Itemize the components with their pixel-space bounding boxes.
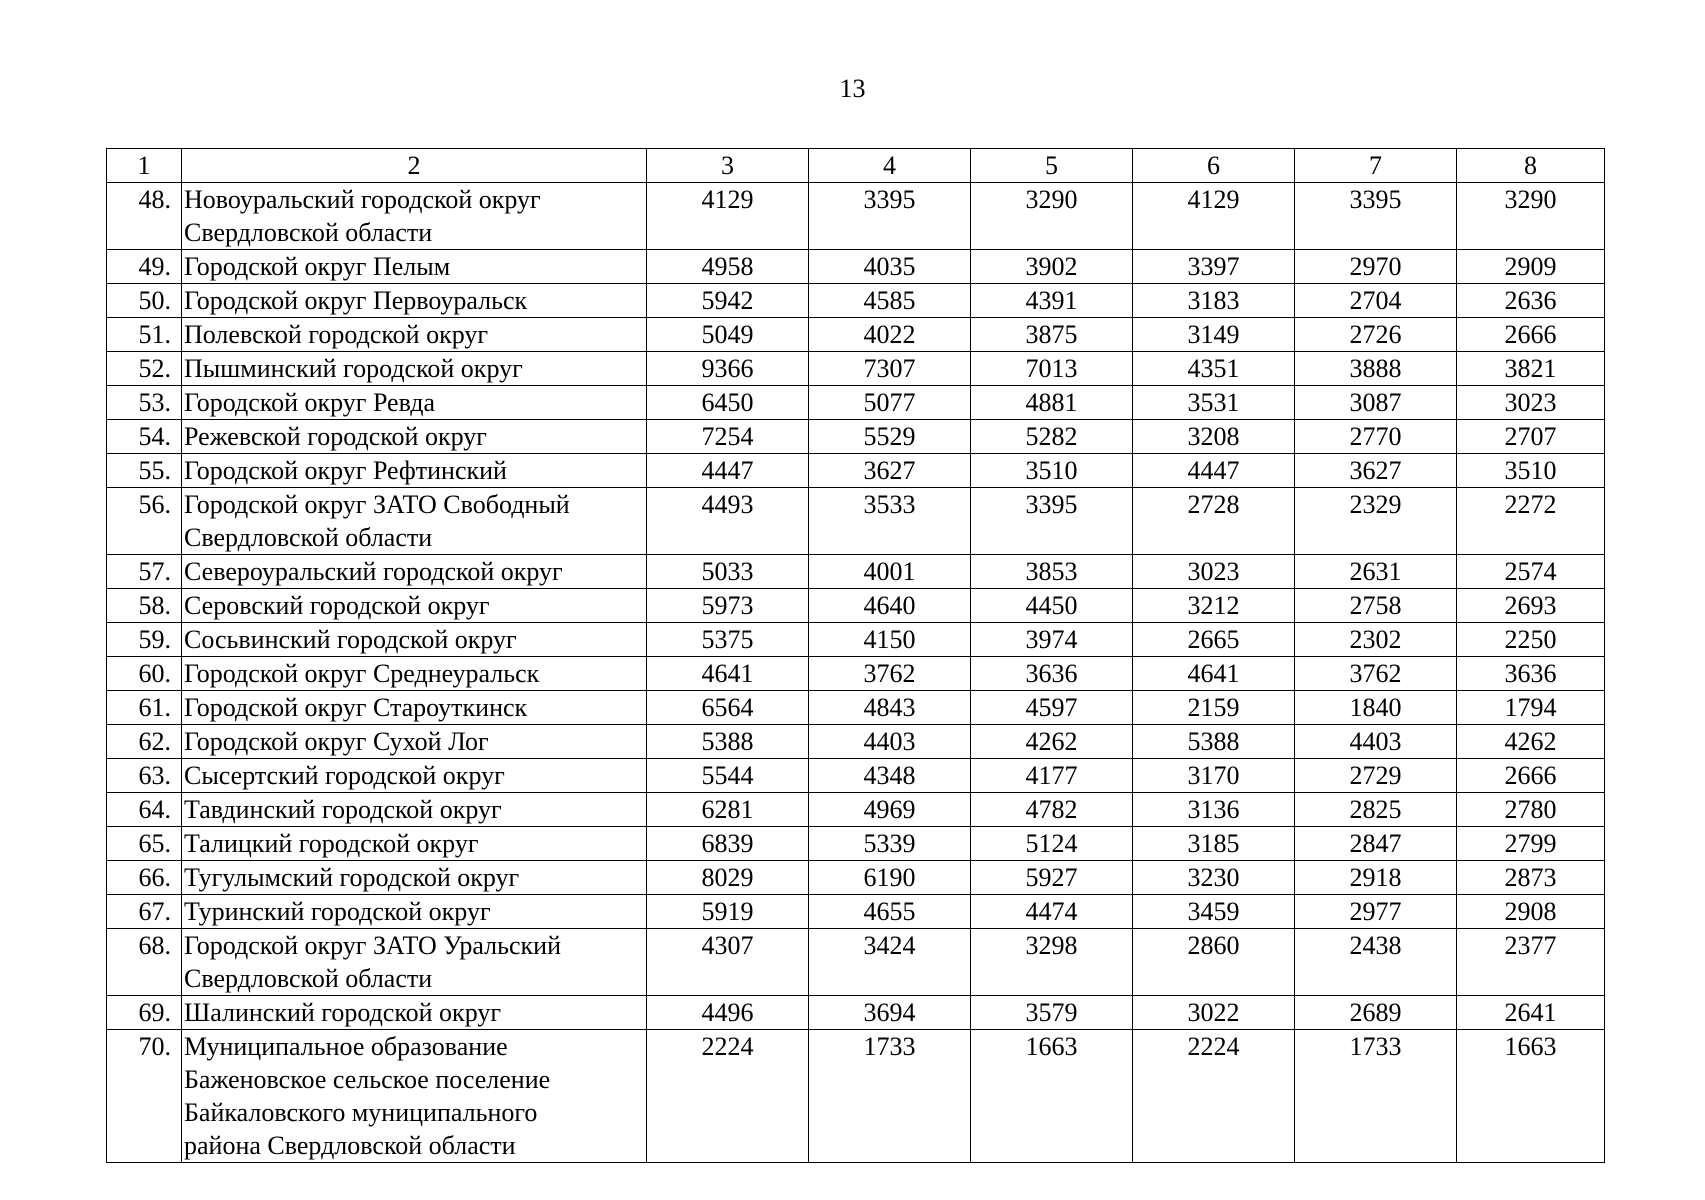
value-cell: 4655 bbox=[809, 895, 971, 929]
municipality-name-line: Сосьвинский городской округ bbox=[184, 625, 517, 654]
value-cell: 4403 bbox=[1295, 725, 1457, 759]
value-cell: 3762 bbox=[1295, 657, 1457, 691]
value-cell: 4496 bbox=[647, 996, 809, 1030]
value-cell: 8029 bbox=[647, 861, 809, 895]
value-cell: 3902 bbox=[971, 250, 1133, 284]
value-cell: 3230 bbox=[1133, 861, 1295, 895]
value-cell: 4843 bbox=[809, 691, 971, 725]
table-row bbox=[107, 759, 1605, 793]
municipality-name-line: Городской округ Староуткинск bbox=[184, 693, 528, 722]
value-cell: 3022 bbox=[1133, 996, 1295, 1030]
row-number: 60. bbox=[107, 657, 182, 691]
municipality-name-line: Городской округ Среднеуральск bbox=[184, 659, 540, 688]
municipality-name-line: Городской округ Рефтинский bbox=[184, 456, 507, 485]
row-number: 67. bbox=[107, 895, 182, 929]
municipality-name bbox=[182, 386, 647, 420]
value-cell: 4782 bbox=[971, 793, 1133, 827]
table-row bbox=[107, 589, 1605, 623]
value-cell: 2909 bbox=[1457, 250, 1605, 284]
municipality-name-line: Городской округ Сухой Лог bbox=[184, 727, 489, 756]
value-cell: 3290 bbox=[1457, 183, 1605, 250]
value-cell: 2693 bbox=[1457, 589, 1605, 623]
municipality-name-line: Городской округ ЗАТО Свободный bbox=[184, 490, 570, 519]
municipality-name bbox=[182, 929, 647, 996]
table-row bbox=[107, 657, 1605, 691]
value-cell: 3208 bbox=[1133, 420, 1295, 454]
value-cell: 2641 bbox=[1457, 996, 1605, 1030]
value-cell: 3212 bbox=[1133, 589, 1295, 623]
value-cell: 4447 bbox=[1133, 454, 1295, 488]
value-cell: 2847 bbox=[1295, 827, 1457, 861]
value-cell: 2704 bbox=[1295, 284, 1457, 318]
value-cell: 4001 bbox=[809, 555, 971, 589]
value-cell: 5529 bbox=[809, 420, 971, 454]
municipality-name bbox=[182, 250, 647, 284]
value-cell: 4150 bbox=[809, 623, 971, 657]
data-table bbox=[106, 148, 1605, 1163]
value-cell: 2977 bbox=[1295, 895, 1457, 929]
value-cell: 2770 bbox=[1295, 420, 1457, 454]
value-cell: 6190 bbox=[809, 861, 971, 895]
value-cell: 3185 bbox=[1133, 827, 1295, 861]
municipality-name-line: Городской округ ЗАТО Уральский bbox=[184, 931, 561, 960]
table-row bbox=[107, 623, 1605, 657]
row-number: 61. bbox=[107, 691, 182, 725]
municipality-name-line: Байкаловского муниципального bbox=[184, 1098, 538, 1127]
municipality-name-line: Новоуральский городской округ bbox=[184, 185, 541, 214]
municipality-name-line: Городской округ Ревда bbox=[184, 388, 435, 417]
row-number: 66. bbox=[107, 861, 182, 895]
value-cell: 3875 bbox=[971, 318, 1133, 352]
table-row bbox=[107, 250, 1605, 284]
value-cell: 3183 bbox=[1133, 284, 1295, 318]
row-number: 70. bbox=[107, 1030, 182, 1163]
value-cell: 5339 bbox=[809, 827, 971, 861]
municipality-name-line: Североуральский городской округ bbox=[184, 557, 563, 586]
value-cell: 3853 bbox=[971, 555, 1133, 589]
value-cell: 2574 bbox=[1457, 555, 1605, 589]
row-number: 69. bbox=[107, 996, 182, 1030]
municipality-name bbox=[182, 691, 647, 725]
municipality-name-line: Городской округ Первоуральск bbox=[184, 286, 528, 315]
municipality-name bbox=[182, 352, 647, 386]
row-number: 53. bbox=[107, 386, 182, 420]
municipality-name-line: Режевской городской округ bbox=[184, 422, 487, 451]
row-number: 56. bbox=[107, 488, 182, 555]
value-cell: 3023 bbox=[1457, 386, 1605, 420]
value-cell: 2799 bbox=[1457, 827, 1605, 861]
table-row bbox=[107, 691, 1605, 725]
municipality-name bbox=[182, 454, 647, 488]
value-cell: 3531 bbox=[1133, 386, 1295, 420]
header-cell: 5 bbox=[971, 149, 1133, 183]
municipality-name-line: Свердловской области bbox=[184, 218, 433, 247]
value-cell: 4881 bbox=[971, 386, 1133, 420]
value-cell: 3395 bbox=[1295, 183, 1457, 250]
value-cell: 2224 bbox=[647, 1030, 809, 1163]
value-cell: 5077 bbox=[809, 386, 971, 420]
table-row bbox=[107, 861, 1605, 895]
table-row bbox=[107, 929, 1605, 996]
municipality-name-line: Тугулымский городской округ bbox=[184, 863, 520, 892]
value-cell: 2780 bbox=[1457, 793, 1605, 827]
value-cell: 1733 bbox=[1295, 1030, 1457, 1163]
value-cell: 4450 bbox=[971, 589, 1133, 623]
header-cell: 2 bbox=[182, 149, 647, 183]
value-cell: 3395 bbox=[809, 183, 971, 250]
row-number: 57. bbox=[107, 555, 182, 589]
municipality-name bbox=[182, 657, 647, 691]
value-cell: 2707 bbox=[1457, 420, 1605, 454]
table-row bbox=[107, 284, 1605, 318]
value-cell: 2631 bbox=[1295, 555, 1457, 589]
value-cell: 4307 bbox=[647, 929, 809, 996]
value-cell: 5375 bbox=[647, 623, 809, 657]
value-cell: 2758 bbox=[1295, 589, 1457, 623]
value-cell: 3395 bbox=[971, 488, 1133, 555]
header-cell: 1 bbox=[107, 149, 182, 183]
value-cell: 5033 bbox=[647, 555, 809, 589]
municipality-name bbox=[182, 1030, 647, 1163]
municipality-name-line: Туринский городской округ bbox=[184, 897, 491, 926]
municipality-name-line: Баженовское сельское поселение bbox=[184, 1065, 551, 1094]
municipality-name bbox=[182, 759, 647, 793]
row-number: 63. bbox=[107, 759, 182, 793]
value-cell: 4641 bbox=[1133, 657, 1295, 691]
value-cell: 4262 bbox=[1457, 725, 1605, 759]
value-cell: 4403 bbox=[809, 725, 971, 759]
value-cell: 3762 bbox=[809, 657, 971, 691]
municipality-name bbox=[182, 861, 647, 895]
value-cell: 4585 bbox=[809, 284, 971, 318]
value-cell: 3424 bbox=[809, 929, 971, 996]
value-cell: 1663 bbox=[1457, 1030, 1605, 1163]
row-number: 49. bbox=[107, 250, 182, 284]
value-cell: 6839 bbox=[647, 827, 809, 861]
value-cell: 2860 bbox=[1133, 929, 1295, 996]
value-cell: 3290 bbox=[971, 183, 1133, 250]
municipality-name bbox=[182, 623, 647, 657]
value-cell: 1840 bbox=[1295, 691, 1457, 725]
value-cell: 2224 bbox=[1133, 1030, 1295, 1163]
row-number: 59. bbox=[107, 623, 182, 657]
value-cell: 4958 bbox=[647, 250, 809, 284]
value-cell: 2729 bbox=[1295, 759, 1457, 793]
value-cell: 5388 bbox=[647, 725, 809, 759]
value-cell: 5124 bbox=[971, 827, 1133, 861]
table-row bbox=[107, 1030, 1605, 1163]
value-cell: 2970 bbox=[1295, 250, 1457, 284]
value-cell: 3459 bbox=[1133, 895, 1295, 929]
row-number: 54. bbox=[107, 420, 182, 454]
value-cell: 4351 bbox=[1133, 352, 1295, 386]
value-cell: 2636 bbox=[1457, 284, 1605, 318]
value-cell: 2438 bbox=[1295, 929, 1457, 996]
value-cell: 1733 bbox=[809, 1030, 971, 1163]
table-row bbox=[107, 420, 1605, 454]
municipality-name-line: Талицкий городской округ bbox=[184, 829, 479, 858]
municipality-name bbox=[182, 895, 647, 929]
value-cell: 4177 bbox=[971, 759, 1133, 793]
value-cell: 7013 bbox=[971, 352, 1133, 386]
municipality-name bbox=[182, 827, 647, 861]
row-number: 65. bbox=[107, 827, 182, 861]
value-cell: 2908 bbox=[1457, 895, 1605, 929]
value-cell: 3136 bbox=[1133, 793, 1295, 827]
value-cell: 3888 bbox=[1295, 352, 1457, 386]
header-row bbox=[107, 149, 1605, 183]
value-cell: 7254 bbox=[647, 420, 809, 454]
value-cell: 2825 bbox=[1295, 793, 1457, 827]
municipality-name bbox=[182, 318, 647, 352]
header-cell: 4 bbox=[809, 149, 971, 183]
value-cell: 2728 bbox=[1133, 488, 1295, 555]
municipality-name-line: Пышминский городской округ bbox=[184, 354, 523, 383]
row-number: 64. bbox=[107, 793, 182, 827]
value-cell: 4129 bbox=[647, 183, 809, 250]
header-cell: 6 bbox=[1133, 149, 1295, 183]
municipality-name bbox=[182, 589, 647, 623]
header-cell: 8 bbox=[1457, 149, 1605, 183]
value-cell: 5049 bbox=[647, 318, 809, 352]
municipality-name bbox=[182, 488, 647, 555]
table-row bbox=[107, 386, 1605, 420]
table-row bbox=[107, 352, 1605, 386]
table-row bbox=[107, 827, 1605, 861]
municipality-name bbox=[182, 555, 647, 589]
row-number: 52. bbox=[107, 352, 182, 386]
municipality-name-line: Свердловской области bbox=[184, 964, 433, 993]
value-cell: 3510 bbox=[1457, 454, 1605, 488]
row-number: 68. bbox=[107, 929, 182, 996]
value-cell: 3023 bbox=[1133, 555, 1295, 589]
municipality-name-line: Полевской городской округ bbox=[184, 320, 489, 349]
municipality-name-line: Сысертский городской округ bbox=[184, 761, 505, 790]
value-cell: 6450 bbox=[647, 386, 809, 420]
value-cell: 1794 bbox=[1457, 691, 1605, 725]
value-cell: 4447 bbox=[647, 454, 809, 488]
table-row bbox=[107, 793, 1605, 827]
value-cell: 2272 bbox=[1457, 488, 1605, 555]
value-cell: 4262 bbox=[971, 725, 1133, 759]
value-cell: 5544 bbox=[647, 759, 809, 793]
value-cell: 4969 bbox=[809, 793, 971, 827]
value-cell: 5973 bbox=[647, 589, 809, 623]
value-cell: 9366 bbox=[647, 352, 809, 386]
page-number: 13 bbox=[839, 74, 866, 103]
table-row bbox=[107, 725, 1605, 759]
municipality-name bbox=[182, 996, 647, 1030]
value-cell: 3636 bbox=[1457, 657, 1605, 691]
row-number: 58. bbox=[107, 589, 182, 623]
value-cell: 4129 bbox=[1133, 183, 1295, 250]
value-cell: 5388 bbox=[1133, 725, 1295, 759]
value-cell: 3627 bbox=[1295, 454, 1457, 488]
table-row bbox=[107, 318, 1605, 352]
value-cell: 3170 bbox=[1133, 759, 1295, 793]
value-cell: 2250 bbox=[1457, 623, 1605, 657]
table-body bbox=[107, 183, 1605, 1163]
municipality-name-line: Серовский городской округ bbox=[184, 591, 490, 620]
table-row bbox=[107, 895, 1605, 929]
value-cell: 6564 bbox=[647, 691, 809, 725]
municipality-name bbox=[182, 183, 647, 250]
value-cell: 3087 bbox=[1295, 386, 1457, 420]
value-cell: 3627 bbox=[809, 454, 971, 488]
value-cell: 2873 bbox=[1457, 861, 1605, 895]
value-cell: 4640 bbox=[809, 589, 971, 623]
value-cell: 4597 bbox=[971, 691, 1133, 725]
value-cell: 4391 bbox=[971, 284, 1133, 318]
municipality-name bbox=[182, 793, 647, 827]
value-cell: 2159 bbox=[1133, 691, 1295, 725]
table-row bbox=[107, 555, 1605, 589]
row-number: 50. bbox=[107, 284, 182, 318]
value-cell: 2666 bbox=[1457, 318, 1605, 352]
value-cell: 2302 bbox=[1295, 623, 1457, 657]
table-row bbox=[107, 488, 1605, 555]
value-cell: 2377 bbox=[1457, 929, 1605, 996]
municipality-name bbox=[182, 420, 647, 454]
value-cell: 4035 bbox=[809, 250, 971, 284]
table-row bbox=[107, 183, 1605, 250]
value-cell: 3510 bbox=[971, 454, 1133, 488]
municipality-name-line: района Свердловской области bbox=[184, 1131, 516, 1160]
value-cell: 3533 bbox=[809, 488, 971, 555]
value-cell: 2666 bbox=[1457, 759, 1605, 793]
row-number: 55. bbox=[107, 454, 182, 488]
value-cell: 3149 bbox=[1133, 318, 1295, 352]
value-cell: 2665 bbox=[1133, 623, 1295, 657]
value-cell: 5282 bbox=[971, 420, 1133, 454]
value-cell: 3397 bbox=[1133, 250, 1295, 284]
value-cell: 4474 bbox=[971, 895, 1133, 929]
value-cell: 3636 bbox=[971, 657, 1133, 691]
municipality-name bbox=[182, 284, 647, 318]
value-cell: 5927 bbox=[971, 861, 1133, 895]
row-number: 51. bbox=[107, 318, 182, 352]
value-cell: 6281 bbox=[647, 793, 809, 827]
value-cell: 1663 bbox=[971, 1030, 1133, 1163]
header-cell: 3 bbox=[647, 149, 809, 183]
value-cell: 4641 bbox=[647, 657, 809, 691]
value-cell: 2689 bbox=[1295, 996, 1457, 1030]
value-cell: 2726 bbox=[1295, 318, 1457, 352]
municipality-name-line: Муниципальное образование bbox=[184, 1032, 508, 1061]
value-cell: 4022 bbox=[809, 318, 971, 352]
value-cell: 3579 bbox=[971, 996, 1133, 1030]
header-cell: 7 bbox=[1295, 149, 1457, 183]
value-cell: 5942 bbox=[647, 284, 809, 318]
row-number: 48. bbox=[107, 183, 182, 250]
value-cell: 3974 bbox=[971, 623, 1133, 657]
value-cell: 7307 bbox=[809, 352, 971, 386]
value-cell: 2918 bbox=[1295, 861, 1457, 895]
table-row bbox=[107, 996, 1605, 1030]
row-number: 62. bbox=[107, 725, 182, 759]
value-cell: 3298 bbox=[971, 929, 1133, 996]
municipality-name-line: Тавдинский городской округ bbox=[184, 795, 502, 824]
municipality-name-line: Свердловской области bbox=[184, 523, 433, 552]
value-cell: 3694 bbox=[809, 996, 971, 1030]
value-cell: 3821 bbox=[1457, 352, 1605, 386]
value-cell: 4348 bbox=[809, 759, 971, 793]
value-cell: 5919 bbox=[647, 895, 809, 929]
table-row bbox=[107, 454, 1605, 488]
value-cell: 2329 bbox=[1295, 488, 1457, 555]
municipality-name-line: Городской округ Пелым bbox=[184, 252, 451, 281]
municipality-name bbox=[182, 725, 647, 759]
municipality-name-line: Шалинский городской округ bbox=[184, 998, 502, 1027]
value-cell: 4493 bbox=[647, 488, 809, 555]
